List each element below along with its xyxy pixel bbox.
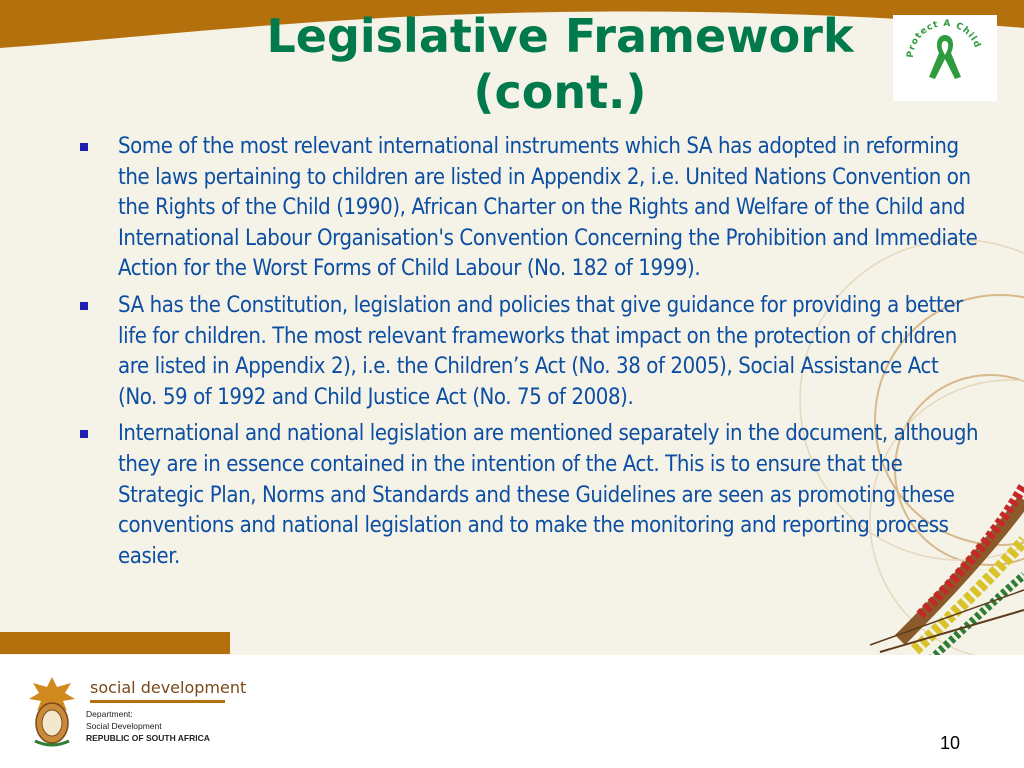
department-line-3: REPUBLIC OF SOUTH AFRICA — [86, 733, 210, 743]
bullet-text: Some of the most relevant international instruments which SA has adopted in reforming the laws pertaining to children are listed in Appendix 2, i.e. United Nations Convention on the Rights of the Child (1990), African Charter on the Rights and Welfare of the Child and International Labour Organisation's Convention Concerning the Prohibition and Immediate Action for the Worst Forms of Child Labour (No. 182 of 1999). — [118, 134, 978, 282]
bullet-marker-icon — [80, 430, 88, 438]
title-line-1: Legislative Framework — [266, 9, 854, 63]
coat-of-arms-icon — [25, 673, 80, 748]
bullet-item — [80, 132, 980, 285]
slide-title — [200, 8, 920, 120]
department-name: social development — [90, 678, 247, 697]
bullet-list — [80, 132, 980, 578]
page-number: 10 — [940, 733, 961, 753]
protect-a-child-badge — [893, 15, 997, 101]
department-line-2: Social Development — [86, 721, 162, 731]
department-divider — [90, 700, 225, 703]
title-line-2: (cont.) — [473, 65, 647, 119]
bullet-item — [80, 419, 980, 572]
department-line-1: Department: — [86, 709, 133, 719]
bullet-text: SA has the Constitution, legislation and policies that give guidance for providing a better life for children. The most relevant frameworks that impact on the protection of children are listed in Appendix 2), i.e. the Children’s Act (No. 38 of 2005), Social Assistance Act (No. 59 of 1992 and Child Justice Act (No. 75 of 2008). — [118, 292, 963, 410]
bullet-marker-icon — [80, 143, 88, 151]
badge-text: Protect A Child — [905, 18, 983, 59]
bullet-item — [80, 291, 980, 413]
green-ribbon-icon — [893, 15, 997, 101]
bottom-band — [0, 632, 230, 654]
bullet-text: International and national legislation are mentioned separately in the document, although they are in essence contained in the intention of the Act. This is to ensure that the Strategic Plan, Norms and Standards and these Guidelines are seen as promoting these conventions and national legislation and to make the monitoring and reporting process easier. — [118, 421, 979, 569]
bullet-marker-icon — [80, 302, 88, 310]
department-details — [86, 708, 210, 744]
